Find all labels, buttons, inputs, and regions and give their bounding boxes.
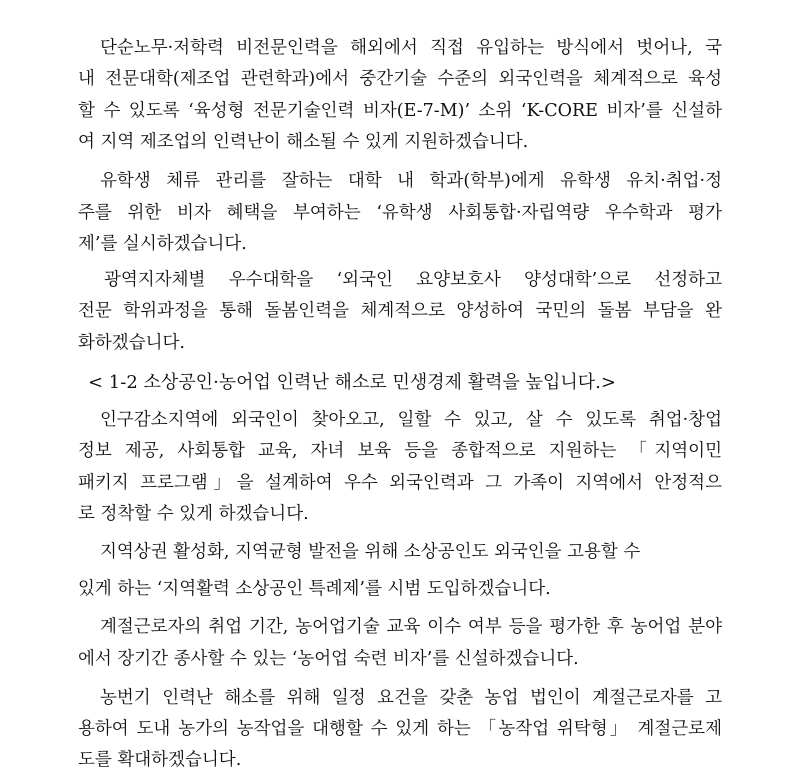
paragraph-4-line-2: 정보 제공, 사회통합 교육, 자녀 보육 등을 종합적으로 지원하는 「지역이민 [78, 441, 722, 461]
paragraph-7-line-2: 용하여 도내 농가의 농작업을 대행할 수 있게 하는 「농작업 위탁형」 계절근로제 [78, 719, 722, 739]
paragraph-1-line-3: 할 수 있도록 ‘육성형 전문기술인력 비자(E-7-M)’ 소위 ‘K-CORE 비자’를 신설하 [78, 101, 722, 121]
paragraph-6-line-1: 계절근로자의 취업 기간, 농어업기술 교육 이수 여부 등을 평가한 후 농어업 분야 [100, 617, 722, 637]
paragraph-4-line-3: 패키지 프로그램」을 설계하여 우수 외국인력과 그 가족이 지역에서 안정적으 [78, 473, 722, 493]
paragraph-6-line-2: 에서 장기간 종사할 수 있는 ‘농어업 숙련 비자’를 신설하겠습니다. [78, 649, 579, 669]
paragraph-4-line-1: 인구감소지역에 외국인이 찾아오고, 일할 수 있고, 살 수 있도록 취업·창업 [100, 410, 722, 430]
paragraph-2-line-2: 주를 위한 비자 혜택을 부여하는 ‘유학생 사회통합·자립역량 우수학과 평가 [78, 203, 722, 223]
paragraph-2-line-1: 유학생 체류 관리를 잘하는 대학 내 학과(학부)에게 유학생 유치·취업·정 [100, 171, 722, 191]
paragraph-1-line-1: 단순노무·저학력 비전문인력을 해외에서 직접 유입하는 방식에서 벗어나, 국 [100, 38, 722, 58]
paragraph-3-line-1: 광역지자체별 우수대학을 ‘외국인 요양보호사 양성대학’으로 선정하고 [104, 270, 722, 290]
paragraph-4-line-4: 로 정착할 수 있게 하겠습니다. [78, 504, 309, 524]
paragraph-5-line-1: 지역상권 활성화, 지역균형 발전을 위해 소상공인도 외국인을 고용할 수 [100, 542, 641, 562]
section-heading: < 1-2 소상공인·농어업 인력난 해소로 민생경제 활력을 높입니다.> [88, 372, 616, 393]
paragraph-1-line-2: 내 전문대학(제조업 관련학과)에서 중간기술 수준의 외국인력을 체계적으로 육성 [78, 69, 722, 89]
paragraph-5-line-2: 있게 하는 ‘지역활력 소상공인 특례제’를 시범 도입하겠습니다. [78, 579, 551, 599]
paragraph-3-line-3: 화하겠습니다. [78, 333, 185, 353]
paragraph-2-line-3: 제’를 실시하겠습니다. [78, 234, 247, 254]
paragraph-3-line-2: 전문 학위과정을 통해 돌봄인력을 체계적으로 양성하여 국민의 돌봄 부담을 완 [78, 301, 722, 321]
paragraph-7-line-1: 농번기 인력난 해소를 위해 일정 요건을 갖춘 농업 법인이 계절근로자를 고 [100, 688, 722, 708]
paragraph-7-line-3: 도를 확대하겠습니다. [78, 750, 242, 770]
paragraph-1-line-4: 여 지역 제조업의 인력난이 해소될 수 있게 지원하겠습니다. [78, 132, 529, 152]
